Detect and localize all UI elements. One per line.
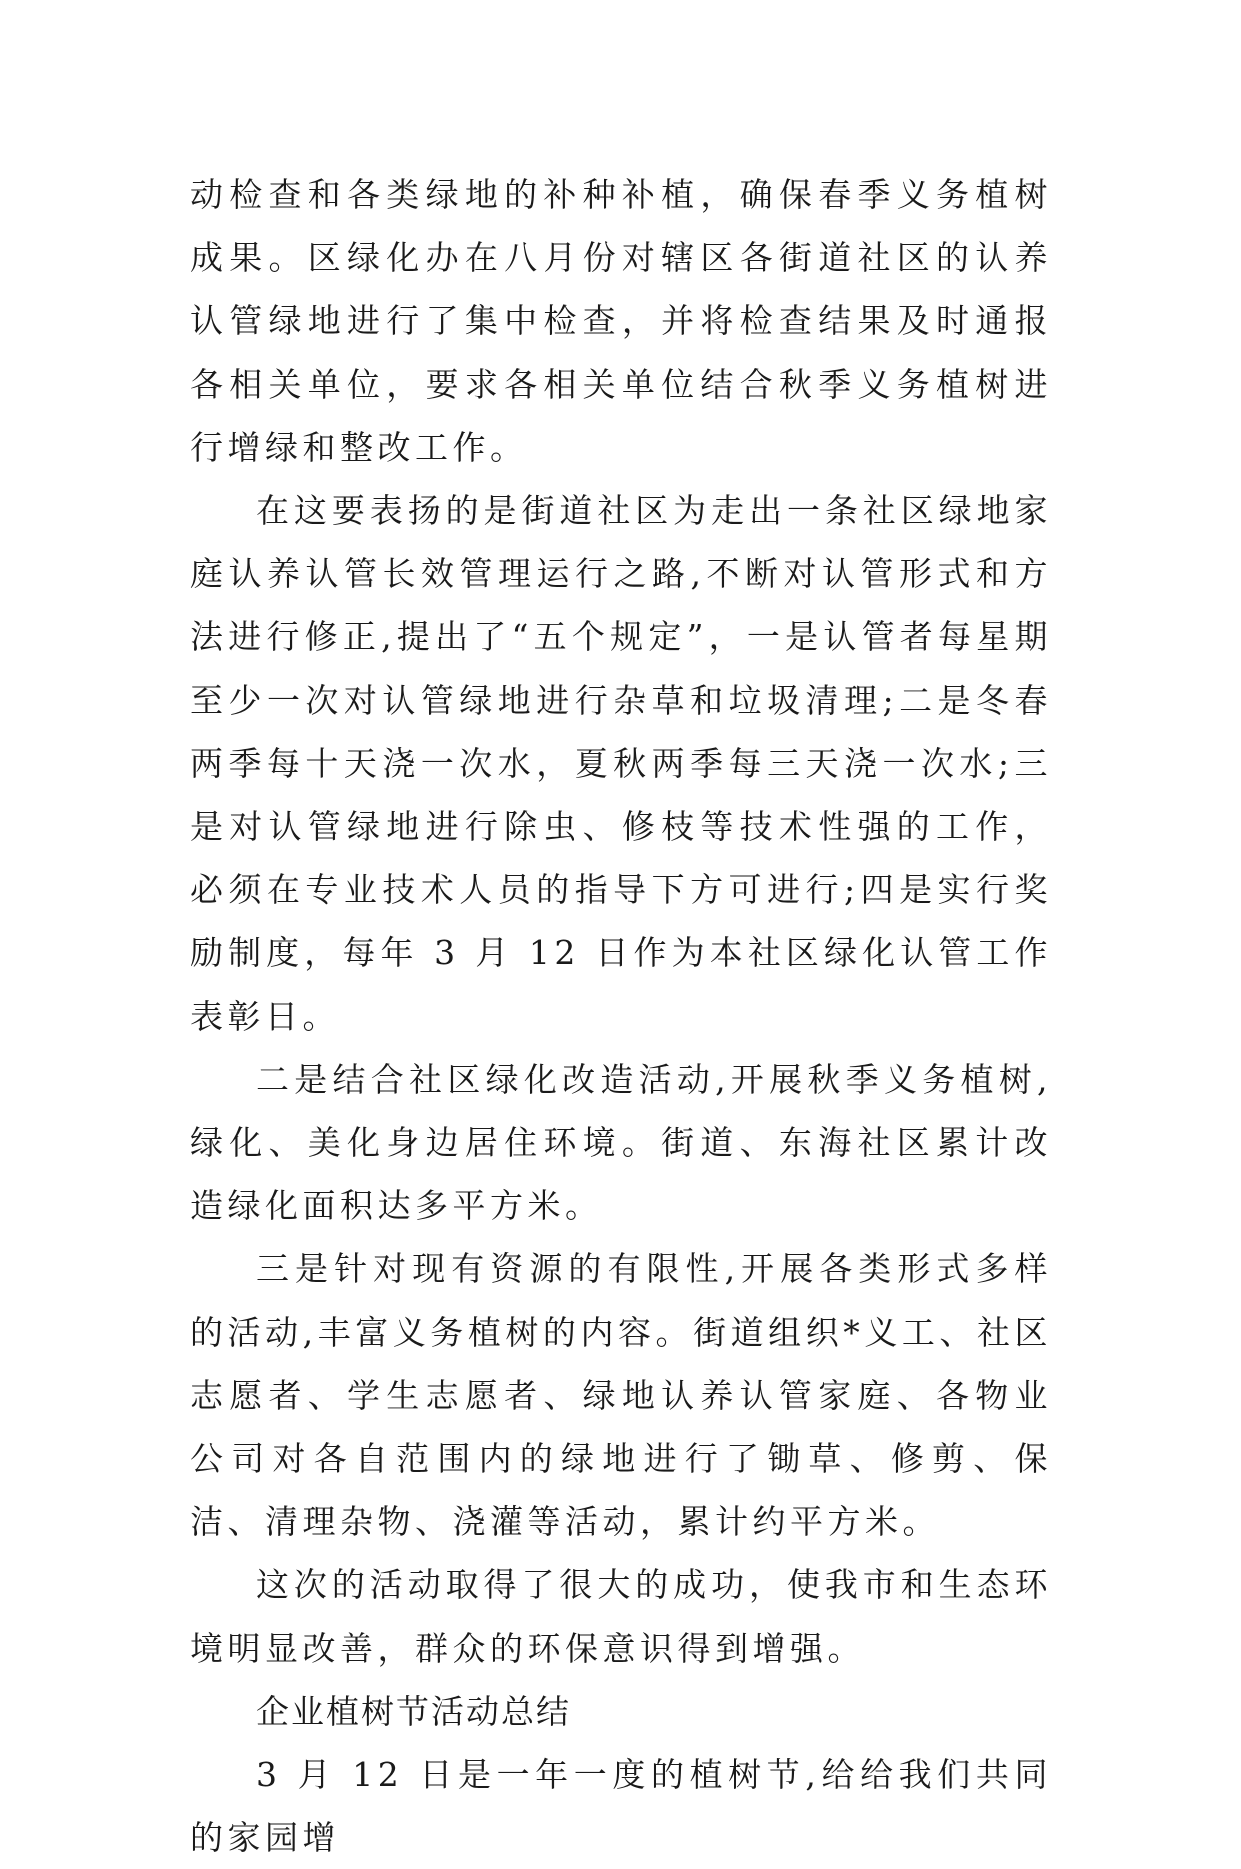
paragraph-autumn-planting: 二是结合社区绿化改造活动,开展秋季义务植树,绿化、美化身边居住环境。街道、东海社区累计改造绿化面积达多平方米。 xyxy=(190,1059,1052,1226)
document-body xyxy=(190,163,1052,1869)
section-heading: 企业植树节活动总结 xyxy=(256,1691,571,1731)
paragraph-inspection: 动检查和各类绿地的补种补植，确保春季义务植树成果。区绿化办在八月份对辖区各街道社区的认养认管绿地进行了集中检查，并将检查结果及时通报各相关单位，要求各相关单位结合秋季义务植树进行增绿和整改工作。 xyxy=(190,175,1052,467)
paragraph-activities: 三是针对现有资源的有限性,开展各类形式多样的活动,丰富义务植树的内容。街道组织*义工、社区志愿者、学生志愿者、绿地认养认管家庭、各物业公司对各自范围内的绿地进行了锄草、修剪、保洁、清理杂物、浇灌等活动，累计约平方米。 xyxy=(190,1249,1052,1542)
paragraph-tree-day-intro: 3 月 12 日是一年一度的植树节,给给我们共同的家园增 xyxy=(190,1755,1052,1858)
paragraph-five-rules: 在这要表扬的是街道社区为走出一条社区绿地家庭认养认管长效管理运行之路,不断对认管形式和方法进行修正,提出了“五个规定”，一是认管者每星期至少一次对认管绿地进行杂草和垃圾清理;二是冬春两季每十天浇一次水，夏秋两季每三天浇一次水;三是对认管绿地进行除虫、修枝等技术性强的工作，必须在专业技术人员的指导下方可进行;四是实行奖励制度，每年 3 月 12 日作为本社区绿化认管工作表彰日。 xyxy=(190,491,1052,1036)
paragraph-conclusion: 这次的活动取得了很大的成功，使我市和生态环境明显改善，群众的环保意识得到增强。 xyxy=(190,1565,1052,1668)
